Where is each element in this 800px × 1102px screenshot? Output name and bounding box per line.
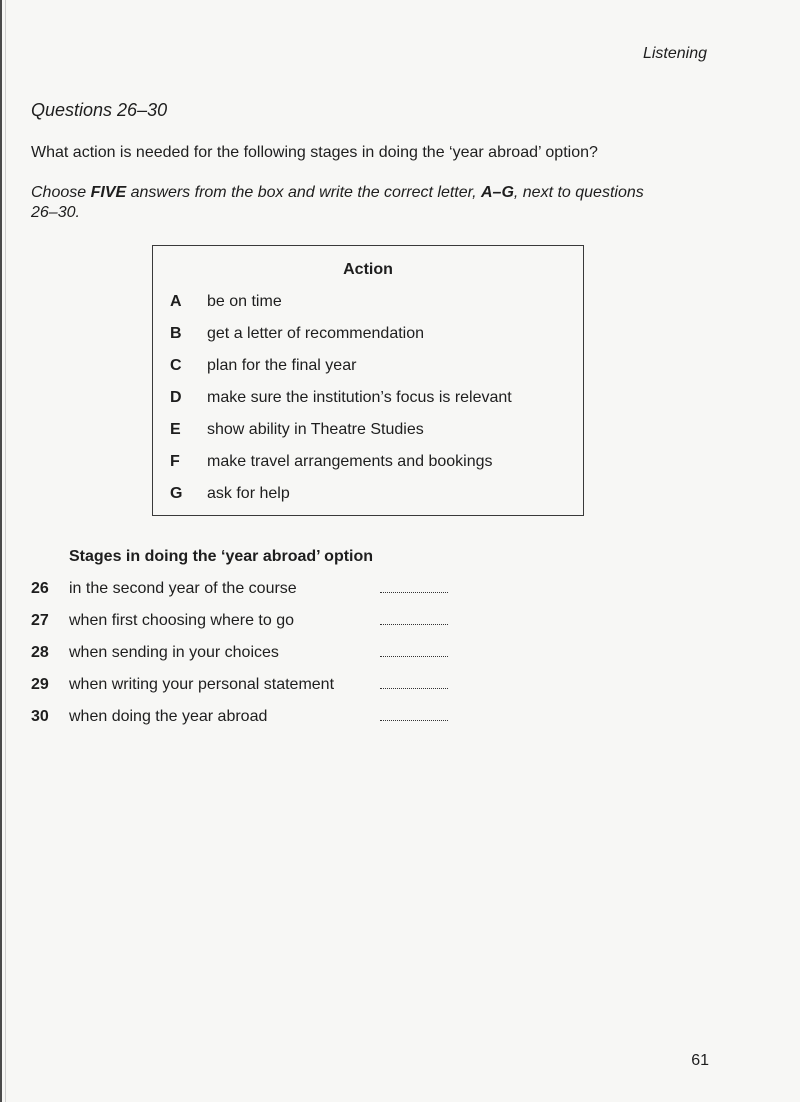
action-option-c bbox=[153, 357, 583, 379]
option-text: make travel arrangements and bookings bbox=[207, 453, 493, 470]
option-text: make sure the institution’s focus is relevant bbox=[207, 389, 512, 406]
action-option-a bbox=[153, 293, 583, 315]
question-number: 27 bbox=[31, 612, 49, 629]
page-edge bbox=[0, 0, 2, 1102]
instruction-bold-range: A–G bbox=[480, 184, 514, 201]
answer-blank[interactable] bbox=[380, 688, 448, 689]
question-number: 28 bbox=[31, 644, 49, 661]
action-option-b bbox=[153, 325, 583, 347]
answer-blank[interactable] bbox=[380, 720, 448, 721]
option-text: show ability in Theatre Studies bbox=[207, 421, 424, 438]
action-box-title: Action bbox=[343, 261, 393, 278]
option-text: ask for help bbox=[207, 485, 290, 502]
option-letter: C bbox=[170, 357, 182, 374]
question-stage-text: when doing the year abroad bbox=[69, 708, 268, 725]
question-stage-text: in the second year of the course bbox=[69, 580, 297, 597]
instruction-part-3: , next to questions 26–30. bbox=[31, 184, 644, 221]
answer-blank[interactable] bbox=[380, 656, 448, 657]
answer-blank[interactable] bbox=[380, 592, 448, 593]
page-edge-shadow bbox=[5, 0, 6, 1102]
answer-blank[interactable] bbox=[380, 624, 448, 625]
questions-heading: Questions 26–30 bbox=[31, 100, 168, 120]
option-letter: E bbox=[170, 421, 181, 438]
instruction-text bbox=[31, 183, 651, 223]
question-prompt: What action is needed for the following stages in doing the ‘year abroad’ option? bbox=[31, 144, 598, 161]
question-row-27 bbox=[0, 612, 460, 634]
question-stage-text: when first choosing where to go bbox=[69, 612, 295, 629]
question-stage-text: when sending in your choices bbox=[69, 644, 279, 661]
action-option-e bbox=[153, 421, 583, 443]
question-row-29 bbox=[0, 676, 460, 698]
page-number: 61 bbox=[691, 1052, 709, 1069]
question-row-28 bbox=[0, 644, 460, 666]
instruction-bold-five: FIVE bbox=[90, 184, 127, 201]
stages-heading: Stages in doing the ‘year abroad’ option bbox=[69, 548, 374, 565]
question-number: 30 bbox=[31, 708, 49, 725]
action-options-box bbox=[152, 245, 584, 516]
question-number: 29 bbox=[31, 676, 49, 693]
option-letter: G bbox=[170, 485, 183, 502]
option-letter: A bbox=[170, 293, 182, 310]
question-stage-text: when writing your personal statement bbox=[69, 676, 335, 693]
option-text: plan for the final year bbox=[207, 357, 357, 374]
option-letter: B bbox=[170, 325, 182, 342]
option-text: be on time bbox=[207, 293, 282, 310]
action-option-f bbox=[153, 453, 583, 475]
section-running-head: Listening bbox=[642, 45, 707, 62]
action-option-g bbox=[153, 485, 583, 507]
action-option-d bbox=[153, 389, 583, 411]
question-row-26 bbox=[0, 580, 460, 602]
instruction-part-2: answers from the box and write the correct letter, bbox=[126, 184, 481, 201]
question-number: 26 bbox=[31, 580, 49, 597]
option-letter: F bbox=[170, 453, 180, 470]
option-text: get a letter of recommendation bbox=[207, 325, 425, 342]
question-row-30 bbox=[0, 708, 460, 730]
instruction-part-1: Choose bbox=[31, 184, 91, 201]
option-letter: D bbox=[170, 389, 182, 406]
